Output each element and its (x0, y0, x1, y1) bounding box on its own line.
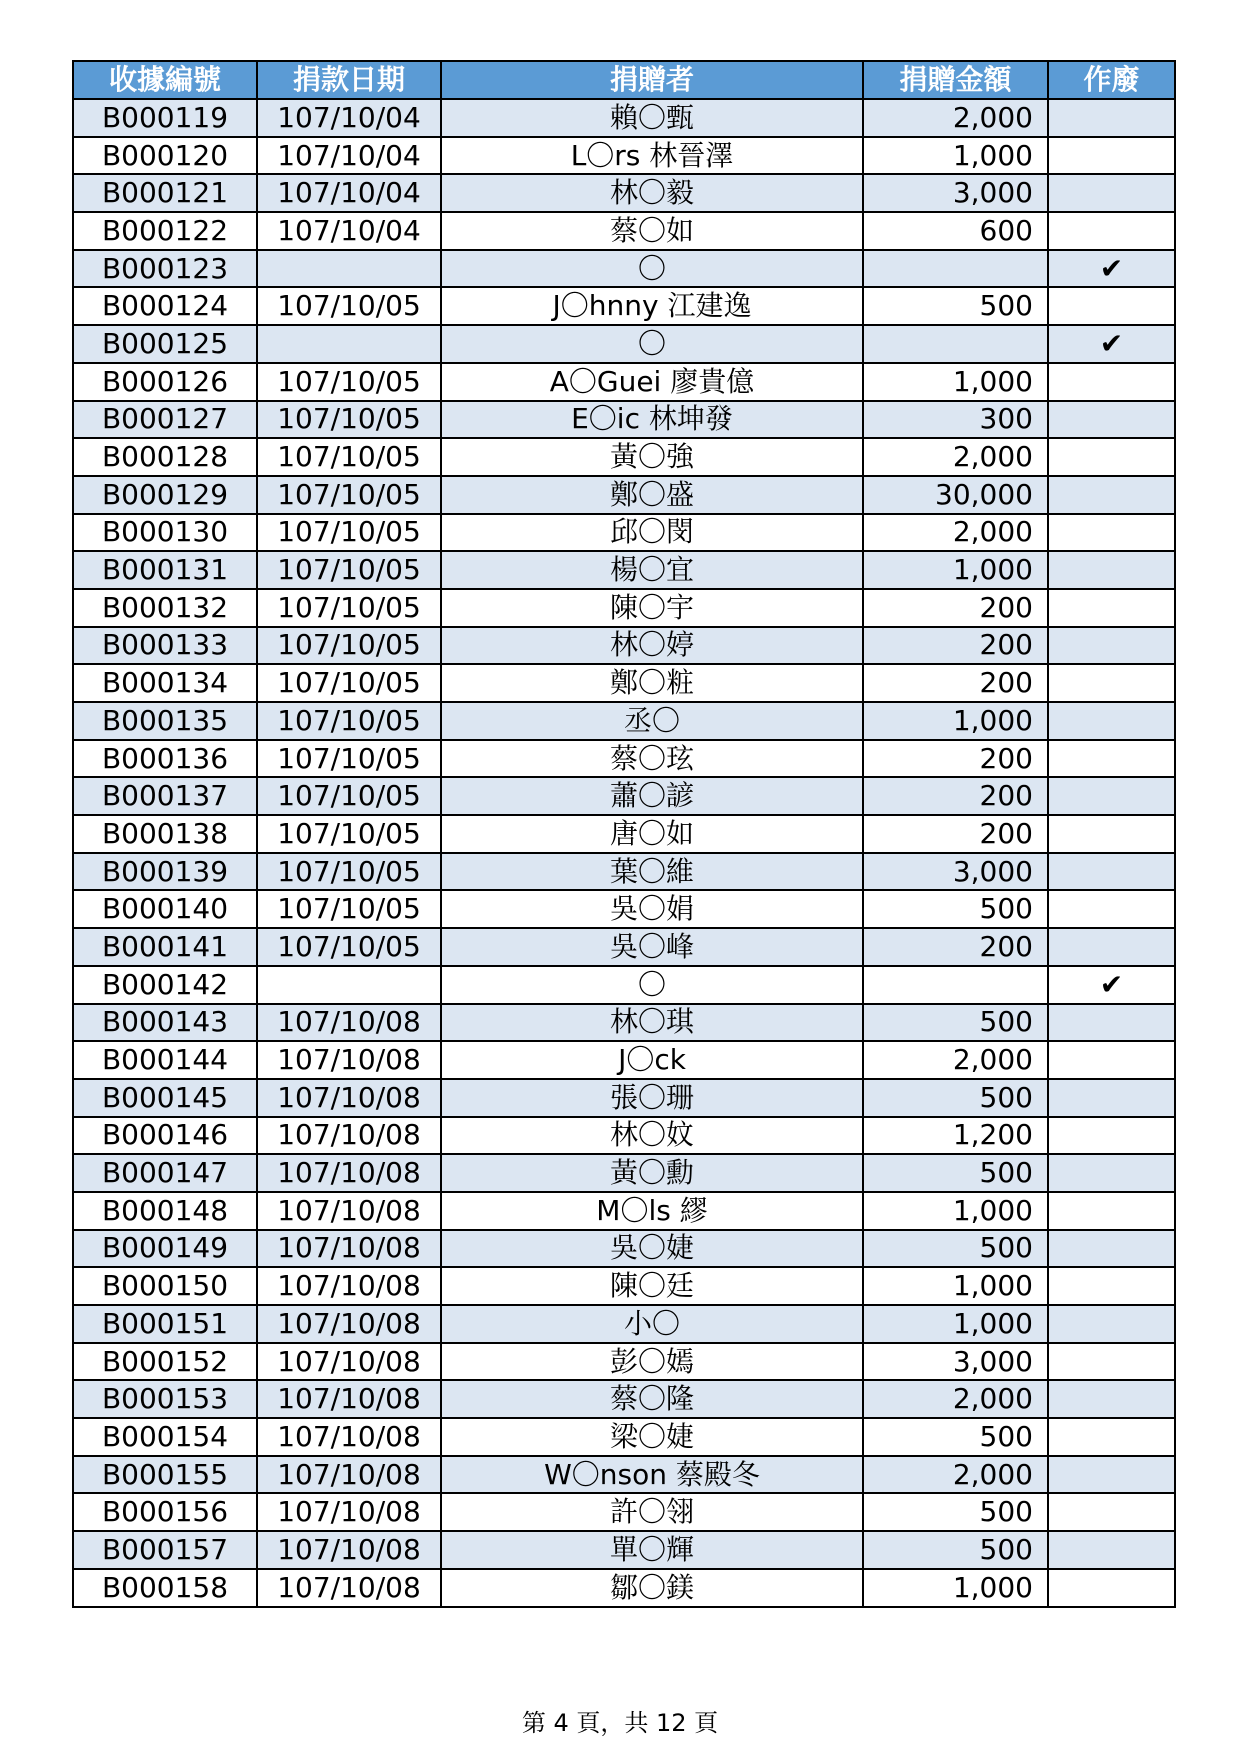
cell-donation-date: 107/10/04 (257, 137, 441, 175)
table-row (73, 137, 1175, 175)
cell-receipt-number: B000122 (73, 212, 257, 250)
cell-amount: 500 (863, 1531, 1048, 1569)
table-row (73, 250, 1175, 288)
cell-donation-date: 107/10/08 (257, 1041, 441, 1079)
table-row (73, 476, 1175, 514)
cell-donor: 丞〇 (441, 702, 863, 740)
cell-donor: 蔡〇玹 (441, 740, 863, 778)
cell-donor: 陳〇宇 (441, 589, 863, 627)
cell-amount (863, 250, 1048, 288)
table-row (73, 966, 1175, 1004)
cell-donation-date: 107/10/08 (257, 1117, 441, 1155)
cell-receipt-number: B000128 (73, 438, 257, 476)
cell-donor: 陳〇廷 (441, 1267, 863, 1305)
cell-donation-date: 107/10/04 (257, 212, 441, 250)
cell-void-mark (1048, 1230, 1175, 1268)
table-row (73, 589, 1175, 627)
cell-donor: 〇 (441, 325, 863, 363)
cell-donation-date: 107/10/05 (257, 815, 441, 853)
cell-void-mark (1048, 99, 1175, 137)
table-row (73, 325, 1175, 363)
cell-amount: 1,000 (863, 1305, 1048, 1343)
table-row (73, 1305, 1175, 1343)
cell-amount (863, 966, 1048, 1004)
cell-void-mark (1048, 890, 1175, 928)
cell-donation-date: 107/10/08 (257, 1154, 441, 1192)
cell-donor: 楊〇宜 (441, 551, 863, 589)
header-void: 作廢 (1048, 61, 1175, 99)
table-row (73, 551, 1175, 589)
cell-amount: 200 (863, 589, 1048, 627)
cell-donor: L〇rs 林晉澤 (441, 137, 863, 175)
table-row (73, 1192, 1175, 1230)
table-row (73, 1267, 1175, 1305)
table-row (73, 1418, 1175, 1456)
cell-donor: 葉〇維 (441, 853, 863, 891)
table-row (73, 853, 1175, 891)
cell-donation-date (257, 250, 441, 288)
cell-receipt-number: B000150 (73, 1267, 257, 1305)
cell-receipt-number: B000146 (73, 1117, 257, 1155)
table-body (73, 99, 1175, 1607)
cell-donor: 〇 (441, 966, 863, 1004)
cell-receipt-number: B000139 (73, 853, 257, 891)
cell-donation-date: 107/10/04 (257, 174, 441, 212)
cell-donation-date: 107/10/04 (257, 99, 441, 137)
cell-donation-date: 107/10/05 (257, 627, 441, 665)
cell-donation-date: 107/10/05 (257, 928, 441, 966)
cell-donation-date: 107/10/05 (257, 438, 441, 476)
cell-donor: 黃〇強 (441, 438, 863, 476)
cell-donation-date: 107/10/08 (257, 1230, 441, 1268)
cell-donation-date: 107/10/05 (257, 740, 441, 778)
header-amount: 捐贈金額 (863, 61, 1048, 99)
cell-receipt-number: B000138 (73, 815, 257, 853)
cell-donor: 邱〇閔 (441, 514, 863, 552)
cell-amount: 2,000 (863, 438, 1048, 476)
cell-receipt-number: B000158 (73, 1569, 257, 1607)
cell-donation-date: 107/10/08 (257, 1418, 441, 1456)
cell-receipt-number: B000136 (73, 740, 257, 778)
cell-donation-date (257, 966, 441, 1004)
cell-receipt-number: B000157 (73, 1531, 257, 1569)
cell-void-mark (1048, 740, 1175, 778)
cell-donor: M〇ls 繆 (441, 1192, 863, 1230)
cell-donor: 蕭〇諺 (441, 777, 863, 815)
cell-donor: 〇 (441, 250, 863, 288)
cell-amount: 500 (863, 890, 1048, 928)
table-row (73, 928, 1175, 966)
cell-donor: E〇ic 林坤發 (441, 401, 863, 439)
cell-receipt-number: B000120 (73, 137, 257, 175)
cell-donor: 林〇琪 (441, 1004, 863, 1042)
cell-receipt-number: B000127 (73, 401, 257, 439)
header-receipt-number: 收據編號 (73, 61, 257, 99)
cell-donor: 蔡〇隆 (441, 1380, 863, 1418)
table-header-row (73, 61, 1175, 99)
cell-void-mark (1048, 438, 1175, 476)
cell-donor: 鄒〇鎂 (441, 1569, 863, 1607)
cell-amount: 1,000 (863, 1569, 1048, 1607)
cell-void-mark (1048, 1041, 1175, 1079)
table-row (73, 1569, 1175, 1607)
cell-receipt-number: B000141 (73, 928, 257, 966)
cell-amount: 500 (863, 287, 1048, 325)
cell-donor: 唐〇如 (441, 815, 863, 853)
cell-void-mark (1048, 514, 1175, 552)
cell-amount: 2,000 (863, 1041, 1048, 1079)
cell-donation-date: 107/10/05 (257, 702, 441, 740)
table-row (73, 1493, 1175, 1531)
cell-receipt-number: B000149 (73, 1230, 257, 1268)
table-row (73, 1154, 1175, 1192)
cell-void-mark (1048, 627, 1175, 665)
cell-donor: 黃〇勳 (441, 1154, 863, 1192)
cell-amount: 1,200 (863, 1117, 1048, 1155)
cell-donation-date: 107/10/05 (257, 777, 441, 815)
table-row (73, 1531, 1175, 1569)
cell-amount: 500 (863, 1493, 1048, 1531)
cell-receipt-number: B000123 (73, 250, 257, 288)
table-row (73, 99, 1175, 137)
table-row (73, 777, 1175, 815)
cell-amount: 500 (863, 1004, 1048, 1042)
cell-receipt-number: B000132 (73, 589, 257, 627)
table-row (73, 363, 1175, 401)
cell-amount: 200 (863, 740, 1048, 778)
cell-void-mark (1048, 1267, 1175, 1305)
cell-void-mark (1048, 664, 1175, 702)
cell-amount: 2,000 (863, 99, 1048, 137)
table-row (73, 702, 1175, 740)
cell-donation-date: 107/10/08 (257, 1004, 441, 1042)
cell-receipt-number: B000124 (73, 287, 257, 325)
cell-void-mark (1048, 212, 1175, 250)
cell-void-mark (1048, 702, 1175, 740)
table-row (73, 1456, 1175, 1494)
cell-receipt-number: B000144 (73, 1041, 257, 1079)
cell-void-mark (1048, 1079, 1175, 1117)
cell-receipt-number: B000129 (73, 476, 257, 514)
cell-amount (863, 325, 1048, 363)
cell-amount: 1,000 (863, 137, 1048, 175)
cell-donor: 吳〇娟 (441, 890, 863, 928)
cell-amount: 200 (863, 928, 1048, 966)
cell-void-mark (1048, 137, 1175, 175)
cell-donation-date: 107/10/05 (257, 664, 441, 702)
cell-donor: 梁〇婕 (441, 1418, 863, 1456)
cell-amount: 1,000 (863, 702, 1048, 740)
cell-donation-date: 107/10/05 (257, 853, 441, 891)
cell-amount: 2,000 (863, 514, 1048, 552)
cell-donor: 林〇婷 (441, 627, 863, 665)
cell-receipt-number: B000119 (73, 99, 257, 137)
cell-donation-date: 107/10/05 (257, 514, 441, 552)
cell-void-mark (1048, 476, 1175, 514)
cell-donor: 鄭〇粧 (441, 664, 863, 702)
cell-amount: 500 (863, 1079, 1048, 1117)
cell-amount: 3,000 (863, 1343, 1048, 1381)
cell-donor: 小〇 (441, 1305, 863, 1343)
cell-donor: A〇Guei 廖貴億 (441, 363, 863, 401)
table-row (73, 627, 1175, 665)
cell-amount: 200 (863, 815, 1048, 853)
cell-receipt-number: B000140 (73, 890, 257, 928)
cell-amount: 2,000 (863, 1456, 1048, 1494)
table-row (73, 174, 1175, 212)
cell-void-mark (1048, 1343, 1175, 1381)
cell-donor: 張〇珊 (441, 1079, 863, 1117)
cell-amount: 200 (863, 627, 1048, 665)
cell-void-mark (1048, 777, 1175, 815)
cell-receipt-number: B000135 (73, 702, 257, 740)
cell-receipt-number: B000125 (73, 325, 257, 363)
cell-void-mark (1048, 1117, 1175, 1155)
cell-receipt-number: B000130 (73, 514, 257, 552)
cell-donor: 吳〇婕 (441, 1230, 863, 1268)
header-donor: 捐贈者 (441, 61, 863, 99)
cell-donor: 賴〇甄 (441, 99, 863, 137)
cell-receipt-number: B000148 (73, 1192, 257, 1230)
cell-receipt-number: B000131 (73, 551, 257, 589)
cell-donation-date: 107/10/05 (257, 589, 441, 627)
cell-amount: 200 (863, 664, 1048, 702)
cell-donation-date: 107/10/05 (257, 890, 441, 928)
cell-amount: 300 (863, 401, 1048, 439)
cell-donor: 蔡〇如 (441, 212, 863, 250)
table-row (73, 1380, 1175, 1418)
table-row (73, 212, 1175, 250)
cell-receipt-number: B000153 (73, 1380, 257, 1418)
cell-receipt-number: B000143 (73, 1004, 257, 1042)
cell-donation-date: 107/10/08 (257, 1079, 441, 1117)
cell-donor: 彭〇嫣 (441, 1343, 863, 1381)
cell-receipt-number: B000134 (73, 664, 257, 702)
cell-void-mark: ✔ (1048, 250, 1175, 288)
cell-donation-date: 107/10/08 (257, 1493, 441, 1531)
donation-receipt-table (72, 60, 1176, 1608)
cell-donor: 鄭〇盛 (441, 476, 863, 514)
cell-amount: 1,000 (863, 1267, 1048, 1305)
cell-amount: 1,000 (863, 363, 1048, 401)
cell-void-mark (1048, 1531, 1175, 1569)
cell-amount: 2,000 (863, 1380, 1048, 1418)
cell-void-mark (1048, 1154, 1175, 1192)
cell-donation-date: 107/10/08 (257, 1192, 441, 1230)
cell-receipt-number: B000151 (73, 1305, 257, 1343)
cell-void-mark: ✔ (1048, 325, 1175, 363)
table-row (73, 815, 1175, 853)
cell-donation-date (257, 325, 441, 363)
table-row (73, 1041, 1175, 1079)
cell-receipt-number: B000133 (73, 627, 257, 665)
table-row (73, 890, 1175, 928)
cell-donation-date: 107/10/08 (257, 1380, 441, 1418)
cell-void-mark (1048, 1004, 1175, 1042)
cell-donation-date: 107/10/08 (257, 1305, 441, 1343)
cell-receipt-number: B000137 (73, 777, 257, 815)
cell-donor: 林〇妏 (441, 1117, 863, 1155)
cell-donation-date: 107/10/05 (257, 363, 441, 401)
cell-receipt-number: B000154 (73, 1418, 257, 1456)
cell-void-mark (1048, 401, 1175, 439)
cell-void-mark (1048, 174, 1175, 212)
cell-receipt-number: B000147 (73, 1154, 257, 1192)
table-row (73, 1079, 1175, 1117)
cell-receipt-number: B000121 (73, 174, 257, 212)
cell-donation-date: 107/10/05 (257, 401, 441, 439)
cell-donor: J〇ck (441, 1041, 863, 1079)
cell-amount: 600 (863, 212, 1048, 250)
cell-donation-date: 107/10/08 (257, 1267, 441, 1305)
cell-donation-date: 107/10/08 (257, 1456, 441, 1494)
cell-donation-date: 107/10/08 (257, 1343, 441, 1381)
table-row (73, 1343, 1175, 1381)
table-row (73, 1004, 1175, 1042)
cell-void-mark: ✔ (1048, 966, 1175, 1004)
table-row (73, 664, 1175, 702)
cell-receipt-number: B000142 (73, 966, 257, 1004)
table-row (73, 401, 1175, 439)
cell-receipt-number: B000145 (73, 1079, 257, 1117)
cell-donor: 吳〇峰 (441, 928, 863, 966)
cell-donor: 單〇輝 (441, 1531, 863, 1569)
table-row (73, 1230, 1175, 1268)
cell-amount: 500 (863, 1418, 1048, 1456)
cell-amount: 1,000 (863, 1192, 1048, 1230)
cell-void-mark (1048, 287, 1175, 325)
cell-receipt-number: B000155 (73, 1456, 257, 1494)
table-row (73, 1117, 1175, 1155)
table-row (73, 514, 1175, 552)
page-footer: 第 4 頁，共 12 頁 (521, 1709, 719, 1737)
cell-void-mark (1048, 1192, 1175, 1230)
cell-amount: 1,000 (863, 551, 1048, 589)
cell-void-mark (1048, 551, 1175, 589)
cell-donation-date: 107/10/08 (257, 1569, 441, 1607)
cell-void-mark (1048, 1569, 1175, 1607)
cell-amount: 3,000 (863, 853, 1048, 891)
cell-donation-date: 107/10/08 (257, 1531, 441, 1569)
cell-void-mark (1048, 1418, 1175, 1456)
table-row (73, 287, 1175, 325)
cell-void-mark (1048, 1456, 1175, 1494)
cell-donor: 許〇翎 (441, 1493, 863, 1531)
cell-void-mark (1048, 1493, 1175, 1531)
cell-receipt-number: B000152 (73, 1343, 257, 1381)
cell-void-mark (1048, 815, 1175, 853)
cell-amount: 3,000 (863, 174, 1048, 212)
cell-void-mark (1048, 1305, 1175, 1343)
cell-void-mark (1048, 589, 1175, 627)
cell-amount: 200 (863, 777, 1048, 815)
cell-void-mark (1048, 928, 1175, 966)
cell-donation-date: 107/10/05 (257, 476, 441, 514)
cell-donor: 林〇毅 (441, 174, 863, 212)
cell-amount: 500 (863, 1154, 1048, 1192)
cell-donor: J〇hnny 江建逸 (441, 287, 863, 325)
cell-void-mark (1048, 363, 1175, 401)
header-donation-date: 捐款日期 (257, 61, 441, 99)
cell-donation-date: 107/10/05 (257, 551, 441, 589)
cell-amount: 30,000 (863, 476, 1048, 514)
cell-donor: W〇nson 蔡殿冬 (441, 1456, 863, 1494)
cell-amount: 500 (863, 1230, 1048, 1268)
cell-void-mark (1048, 1380, 1175, 1418)
cell-receipt-number: B000126 (73, 363, 257, 401)
table-row (73, 740, 1175, 778)
cell-receipt-number: B000156 (73, 1493, 257, 1531)
cell-void-mark (1048, 853, 1175, 891)
table-row (73, 438, 1175, 476)
cell-donation-date: 107/10/05 (257, 287, 441, 325)
